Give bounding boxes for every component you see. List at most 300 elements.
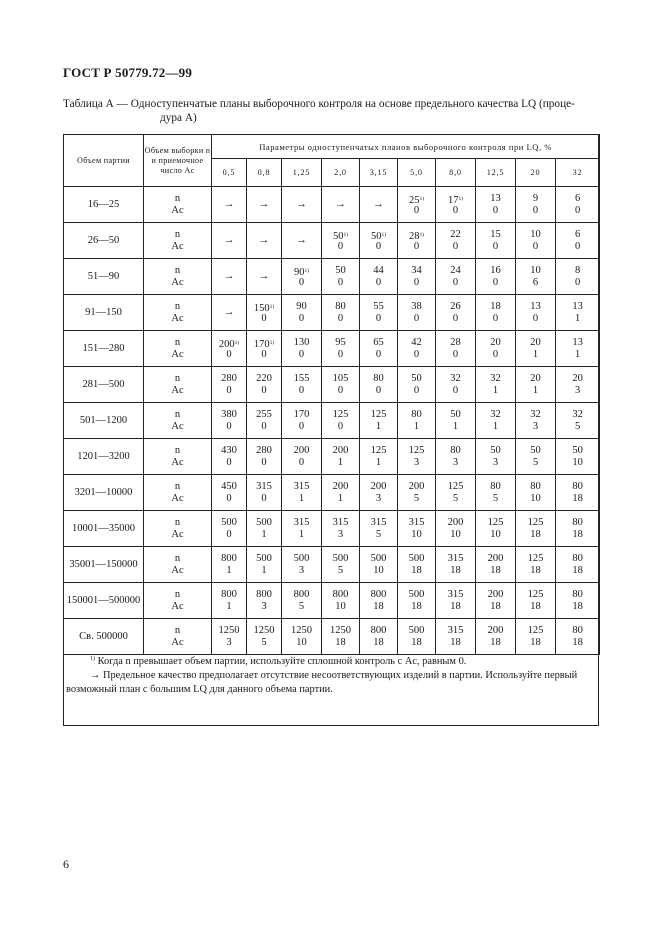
plan-cell — [556, 403, 600, 439]
acceptance-number-value: 18 — [490, 600, 501, 612]
sample-size-value — [212, 553, 246, 565]
sample-size-value — [436, 301, 475, 313]
sample-size-value — [282, 625, 321, 637]
arrow-right-icon: → — [223, 198, 235, 210]
plan-cell — [282, 475, 322, 511]
plan-cell — [282, 583, 322, 619]
table-row — [64, 187, 600, 223]
sample-size-value — [516, 445, 555, 457]
acceptance-number-value: 0 — [226, 420, 232, 432]
plan-cell — [247, 295, 282, 331]
acceptance-number-value: 5 — [452, 492, 459, 504]
acceptance-number-value: 5 — [375, 528, 382, 540]
n-ac-label-cell — [144, 223, 212, 259]
sample-size-number: 200 — [370, 480, 387, 492]
table-row — [64, 367, 600, 403]
table-row — [64, 223, 600, 259]
plan-cell — [436, 223, 476, 259]
footnote-mark: 1) — [343, 231, 349, 238]
plan-cell — [360, 331, 398, 367]
sample-size-number: 800 — [221, 588, 237, 600]
arrow-right-icon: → — [296, 198, 307, 210]
plan-cell — [556, 583, 600, 619]
plan-cell — [212, 403, 247, 439]
sample-size-value — [398, 229, 435, 241]
sample-size-number: 500 — [256, 516, 272, 528]
plan-cell — [556, 367, 600, 403]
sample-size-number: 125 — [332, 408, 349, 420]
sample-size-number: 800 — [256, 588, 272, 600]
sample-size-number: 125 — [527, 552, 544, 564]
acceptance-number-value: 18 — [530, 636, 541, 648]
sample-size-number: 170 — [293, 408, 310, 420]
acceptance-number-value: 3 — [492, 456, 499, 468]
acceptance-number-value: 18 — [530, 564, 541, 576]
acceptance-number-value: 18 — [572, 636, 583, 648]
sample-size-number: 80 — [572, 552, 583, 564]
plan-cell — [476, 619, 516, 655]
sample-size-number: 95 — [335, 336, 346, 348]
acceptance-number-label: Ac — [171, 600, 184, 612]
sample-size-value — [516, 625, 555, 637]
acceptance-number-value: 0 — [375, 240, 382, 252]
sample-size-number: 500 — [221, 516, 237, 528]
sample-size-value — [516, 517, 555, 529]
plan-cell — [476, 223, 516, 259]
sample-size-value — [516, 553, 555, 565]
sample-size-value — [476, 301, 515, 313]
footnote-mark: 1) — [269, 339, 275, 346]
acceptance-number-value: 10 — [490, 528, 501, 540]
sample-size-value — [247, 409, 281, 421]
plan-cell — [398, 547, 436, 583]
sample-size-value — [436, 337, 475, 349]
sample-size-value — [322, 481, 359, 493]
acceptance-number-value: 3 — [375, 492, 382, 504]
acceptance-number-value: 0 — [261, 348, 267, 360]
sample-size-number: 315 — [408, 516, 425, 528]
lot-size-cell: 51—90 — [64, 259, 144, 295]
plan-cell — [556, 475, 600, 511]
plan-cell — [476, 511, 516, 547]
footnote-arrow: → Предельное качество предполагает отсутствие несоответствующих изделий в партии. Используйте первый возможный план с большим LQ для данного объема партии. — [66, 670, 578, 695]
plan-cell — [516, 367, 556, 403]
acceptance-number-value: 0 — [413, 312, 420, 324]
sample-size-number: 315 — [447, 588, 464, 600]
sample-size-value — [476, 265, 515, 277]
sample-size-number: 280 — [256, 444, 272, 456]
sample-size-number: 34 — [411, 264, 422, 276]
plan-cell — [476, 259, 516, 295]
sample-size-number: 22 — [450, 228, 461, 240]
sample-size-number: 32 — [450, 372, 461, 384]
plan-cell — [516, 475, 556, 511]
sample-size-value — [247, 445, 281, 457]
plan-cell — [322, 403, 360, 439]
acceptance-number-value: 0 — [261, 312, 267, 324]
arrow-right-icon: → — [258, 198, 270, 210]
arrow-right-icon: → — [223, 270, 235, 282]
sample-size-label: n — [174, 588, 181, 600]
sample-size-value — [556, 589, 599, 601]
sample-size-value — [516, 337, 555, 349]
plan-cell — [556, 439, 600, 475]
footnote-mark: 1) — [419, 231, 425, 238]
sample-size-number: 32 — [490, 408, 501, 420]
sample-size-number: 125 — [487, 516, 504, 528]
table-row — [64, 259, 600, 295]
n-ac-label-cell — [144, 331, 212, 367]
acceptance-number-value: 3 — [452, 456, 459, 468]
plan-cell — [322, 439, 360, 475]
sample-size-value — [247, 481, 281, 493]
sample-size-value — [360, 517, 397, 529]
sample-size-value — [556, 229, 599, 241]
plan-cell — [247, 475, 282, 511]
acceptance-number-label: Ac — [171, 204, 184, 216]
sample-size-number: 220 — [256, 372, 272, 384]
plan-cell — [398, 259, 436, 295]
acceptance-number-value: 5 — [492, 492, 499, 504]
sample-size-number: 1250 — [253, 624, 275, 636]
sample-size-value — [556, 265, 599, 277]
sample-size-value — [212, 373, 246, 385]
table-row — [64, 475, 600, 511]
acceptance-number-label: Ac — [171, 276, 184, 288]
sample-size-number: 20 — [572, 372, 583, 384]
sample-size-value — [322, 445, 359, 457]
sample-size-value — [476, 517, 515, 529]
sample-size-value — [247, 337, 281, 349]
acceptance-number-value: 10 — [411, 528, 422, 540]
acceptance-number-value: 0 — [452, 276, 459, 288]
lot-size-cell: 35001—150000 — [64, 547, 144, 583]
n-ac-label-cell — [144, 511, 212, 547]
sample-size-number: 200 — [332, 480, 349, 492]
next-plan-arrow — [282, 223, 322, 259]
sample-size-value — [247, 301, 281, 313]
plan-cell — [322, 475, 360, 511]
acceptance-number-value: 1 — [375, 420, 382, 432]
plan-cell — [212, 475, 247, 511]
acceptance-number-value: 1 — [375, 456, 382, 468]
sample-size-number: 200 — [487, 588, 504, 600]
plan-cell — [360, 511, 398, 547]
sample-size-number: 13 — [572, 336, 583, 348]
acceptance-number-value: 0 — [226, 456, 232, 468]
sample-size-value — [476, 445, 515, 457]
table-caption-line-1: Таблица А — Одноступенчатые планы выборочного контроля на основе предельного качества LQ (проце- — [63, 98, 575, 110]
plan-cell — [212, 619, 247, 655]
plan-cell — [436, 331, 476, 367]
sample-size-label: n — [174, 624, 181, 636]
table-row — [64, 295, 600, 331]
sample-size-number: 800 — [221, 552, 237, 564]
acceptance-number-value: 0 — [298, 420, 305, 432]
acceptance-number-value: 1 — [261, 528, 267, 540]
sample-size-number: 200 — [487, 552, 504, 564]
plan-cell — [436, 547, 476, 583]
sample-size-value — [322, 553, 359, 565]
acceptance-number-value: 0 — [413, 276, 420, 288]
header-lq-level: 2,0 — [322, 159, 360, 187]
sample-size-value — [556, 517, 599, 529]
plan-cell — [247, 547, 282, 583]
sample-size-value — [436, 553, 475, 565]
acceptance-number-value: 0 — [452, 348, 459, 360]
plan-cell — [360, 367, 398, 403]
acceptance-number-value: 10 — [572, 456, 583, 468]
sample-size-number: 90 — [296, 300, 307, 312]
plan-cell — [516, 439, 556, 475]
sample-size-number: 255 — [256, 408, 272, 420]
plan-cell — [360, 403, 398, 439]
sample-size-number: 50 — [370, 230, 382, 242]
plan-cell — [516, 547, 556, 583]
next-plan-arrow — [247, 259, 282, 295]
plan-cell — [247, 439, 282, 475]
plan-cell — [476, 367, 516, 403]
sample-size-number: 125 — [370, 444, 387, 456]
plan-cell — [436, 367, 476, 403]
plan-cell — [556, 187, 600, 223]
sample-size-number: 800 — [293, 588, 310, 600]
sample-size-value — [556, 409, 599, 421]
sample-size-value — [212, 589, 246, 601]
sample-size-value — [476, 625, 515, 637]
sample-size-value — [556, 445, 599, 457]
arrow-right-icon: → — [223, 234, 235, 246]
sample-size-number: 200 — [218, 338, 235, 350]
acceptance-number-value: 18 — [373, 636, 384, 648]
sample-size-label: n — [174, 552, 181, 564]
sample-size-value — [436, 193, 475, 205]
sample-size-number: 80 — [572, 516, 583, 528]
plan-cell — [322, 223, 360, 259]
sample-size-number: 26 — [450, 300, 461, 312]
sample-size-value — [282, 481, 321, 493]
plan-cell — [360, 583, 398, 619]
acceptance-number-value: 0 — [298, 456, 305, 468]
sample-size-number: 200 — [293, 444, 310, 456]
plan-cell — [476, 439, 516, 475]
sample-size-number: 315 — [370, 516, 387, 528]
sample-size-number: 44 — [373, 264, 384, 276]
acceptance-number-value: 0 — [337, 384, 344, 396]
acceptance-number-value: 18 — [530, 528, 541, 540]
sample-size-value — [476, 481, 515, 493]
plan-cell — [398, 223, 436, 259]
plan-cell — [436, 187, 476, 223]
sample-size-number: 315 — [447, 552, 464, 564]
plan-cell — [556, 295, 600, 331]
sample-size-number: 15 — [490, 228, 501, 240]
plan-cell — [282, 439, 322, 475]
sample-size-value — [516, 265, 555, 277]
sample-size-label: n — [174, 372, 181, 384]
sample-size-number: 80 — [572, 588, 583, 600]
plan-cell — [436, 511, 476, 547]
acceptance-number-label: Ac — [171, 240, 184, 252]
plan-cell — [322, 619, 360, 655]
acceptance-number-value: 0 — [492, 312, 499, 324]
n-ac-label-cell — [144, 439, 212, 475]
next-plan-arrow — [322, 187, 360, 223]
next-plan-arrow — [282, 187, 322, 223]
sample-size-value — [322, 373, 359, 385]
plan-cell — [212, 439, 247, 475]
plan-cell — [476, 187, 516, 223]
sample-size-value — [322, 301, 359, 313]
acceptance-number-value: 3 — [413, 456, 420, 468]
acceptance-number-value: 18 — [572, 528, 583, 540]
header-sample-size-and-acceptance-number: Объем выборки n и приемочное число Ac — [144, 135, 212, 187]
acceptance-number-label: Ac — [171, 528, 184, 540]
sample-size-number: 800 — [370, 588, 387, 600]
lot-size-cell: 501—1200 — [64, 403, 144, 439]
sample-size-number: 280 — [221, 372, 237, 384]
sample-size-value — [282, 337, 321, 349]
sample-size-number: 315 — [332, 516, 349, 528]
table-footnotes — [63, 652, 599, 726]
sample-size-number: 125 — [370, 408, 387, 420]
acceptance-number-value: 0 — [298, 312, 305, 324]
acceptance-number-value: 0 — [226, 492, 232, 504]
sample-size-number: 50 — [490, 444, 501, 456]
acceptance-number-value: 10 — [450, 528, 461, 540]
sample-size-number: 28 — [450, 336, 461, 348]
acceptance-number-value: 1 — [574, 312, 581, 324]
acceptance-number-value: 1 — [337, 492, 344, 504]
header-plan-parameters: Параметры одноступенчатых планов выборочного контроля при LQ, % — [212, 135, 600, 159]
acceptance-number-value: 1 — [298, 492, 305, 504]
sample-size-value — [398, 265, 435, 277]
sample-size-number: 200 — [447, 516, 464, 528]
acceptance-number-value: 18 — [411, 600, 422, 612]
plan-cell — [436, 619, 476, 655]
sample-size-value — [476, 373, 515, 385]
sample-size-number: 13 — [530, 300, 541, 312]
sample-size-value — [322, 517, 359, 529]
sample-size-value — [436, 409, 475, 421]
acceptance-number-value: 0 — [413, 240, 420, 252]
sample-size-number: 32 — [530, 408, 541, 420]
plan-cell — [212, 511, 247, 547]
plan-cell — [398, 295, 436, 331]
acceptance-number-label: Ac — [171, 636, 184, 648]
acceptance-number-value: 0 — [574, 240, 581, 252]
sample-size-value — [212, 445, 246, 457]
sample-size-number: 500 — [370, 552, 387, 564]
plan-cell — [516, 619, 556, 655]
plan-cell — [516, 403, 556, 439]
acceptance-number-value: 18 — [572, 492, 583, 504]
acceptance-number-value: 0 — [337, 240, 344, 252]
plan-cell — [360, 223, 398, 259]
sample-size-value — [476, 409, 515, 421]
sample-size-value — [398, 301, 435, 313]
acceptance-number-value: 18 — [373, 600, 384, 612]
sample-size-value — [436, 625, 475, 637]
sample-size-number: 55 — [373, 300, 384, 312]
sample-size-value — [212, 337, 246, 349]
plan-cell — [476, 295, 516, 331]
acceptance-number-value: 1 — [413, 420, 420, 432]
plan-cell — [398, 367, 436, 403]
sample-size-label: n — [174, 264, 181, 276]
acceptance-number-value: 0 — [261, 420, 267, 432]
sample-size-value — [212, 517, 246, 529]
document-code: ГОСТ Р 50779.72—99 — [63, 65, 193, 80]
sample-size-value — [282, 589, 321, 601]
sample-size-number: 38 — [411, 300, 422, 312]
sample-size-value — [282, 301, 321, 313]
acceptance-number-value: 0 — [532, 204, 539, 216]
acceptance-number-value: 6 — [532, 276, 539, 288]
plan-cell — [516, 331, 556, 367]
sample-size-number: 50 — [572, 444, 583, 456]
sample-size-value — [322, 337, 359, 349]
acceptance-number-label: Ac — [171, 384, 184, 396]
plan-cell — [360, 439, 398, 475]
plan-cell — [556, 511, 600, 547]
n-ac-label-cell — [144, 187, 212, 223]
sample-size-value — [282, 409, 321, 421]
plan-cell — [516, 259, 556, 295]
sample-size-value — [476, 337, 515, 349]
plan-cell — [516, 295, 556, 331]
acceptance-number-value: 5 — [261, 636, 267, 648]
table-row — [64, 619, 600, 655]
plan-cell — [360, 547, 398, 583]
sample-size-number: 150 — [253, 302, 270, 314]
sample-size-number: 20 — [490, 336, 501, 348]
sample-size-number: 24 — [450, 264, 461, 276]
table-caption — [63, 97, 601, 125]
sample-size-value — [360, 589, 397, 601]
acceptance-number-value: 0 — [337, 420, 344, 432]
sample-size-value — [516, 229, 555, 241]
acceptance-number-value: 3 — [574, 384, 581, 396]
sample-size-value — [556, 373, 599, 385]
next-plan-arrow — [360, 187, 398, 223]
plan-cell — [436, 475, 476, 511]
plan-cell — [282, 259, 322, 295]
lot-size-cell: 150001—500000 — [64, 583, 144, 619]
sample-size-value — [516, 589, 555, 601]
plan-cell — [516, 223, 556, 259]
acceptance-number-value: 3 — [298, 564, 305, 576]
sample-size-value — [247, 589, 281, 601]
sample-size-value — [360, 301, 397, 313]
acceptance-number-value: 1 — [492, 384, 499, 396]
arrow-right-icon: → — [296, 234, 307, 246]
acceptance-number-value: 18 — [450, 564, 461, 576]
sample-size-number: 500 — [408, 588, 425, 600]
acceptance-number-value: 0 — [226, 348, 232, 360]
sample-size-number: 500 — [408, 624, 425, 636]
plan-cell — [436, 439, 476, 475]
sample-size-number: 200 — [332, 444, 349, 456]
acceptance-number-value: 0 — [226, 528, 232, 540]
footnote-1 — [66, 652, 596, 669]
sample-size-number: 80 — [530, 480, 541, 492]
header-lq-level: 3,15 — [360, 159, 398, 187]
sample-size-value — [282, 265, 321, 277]
header-lq-level: 32 — [556, 159, 600, 187]
acceptance-number-value: 10 — [296, 636, 307, 648]
footnote-mark: 1) — [419, 195, 425, 202]
